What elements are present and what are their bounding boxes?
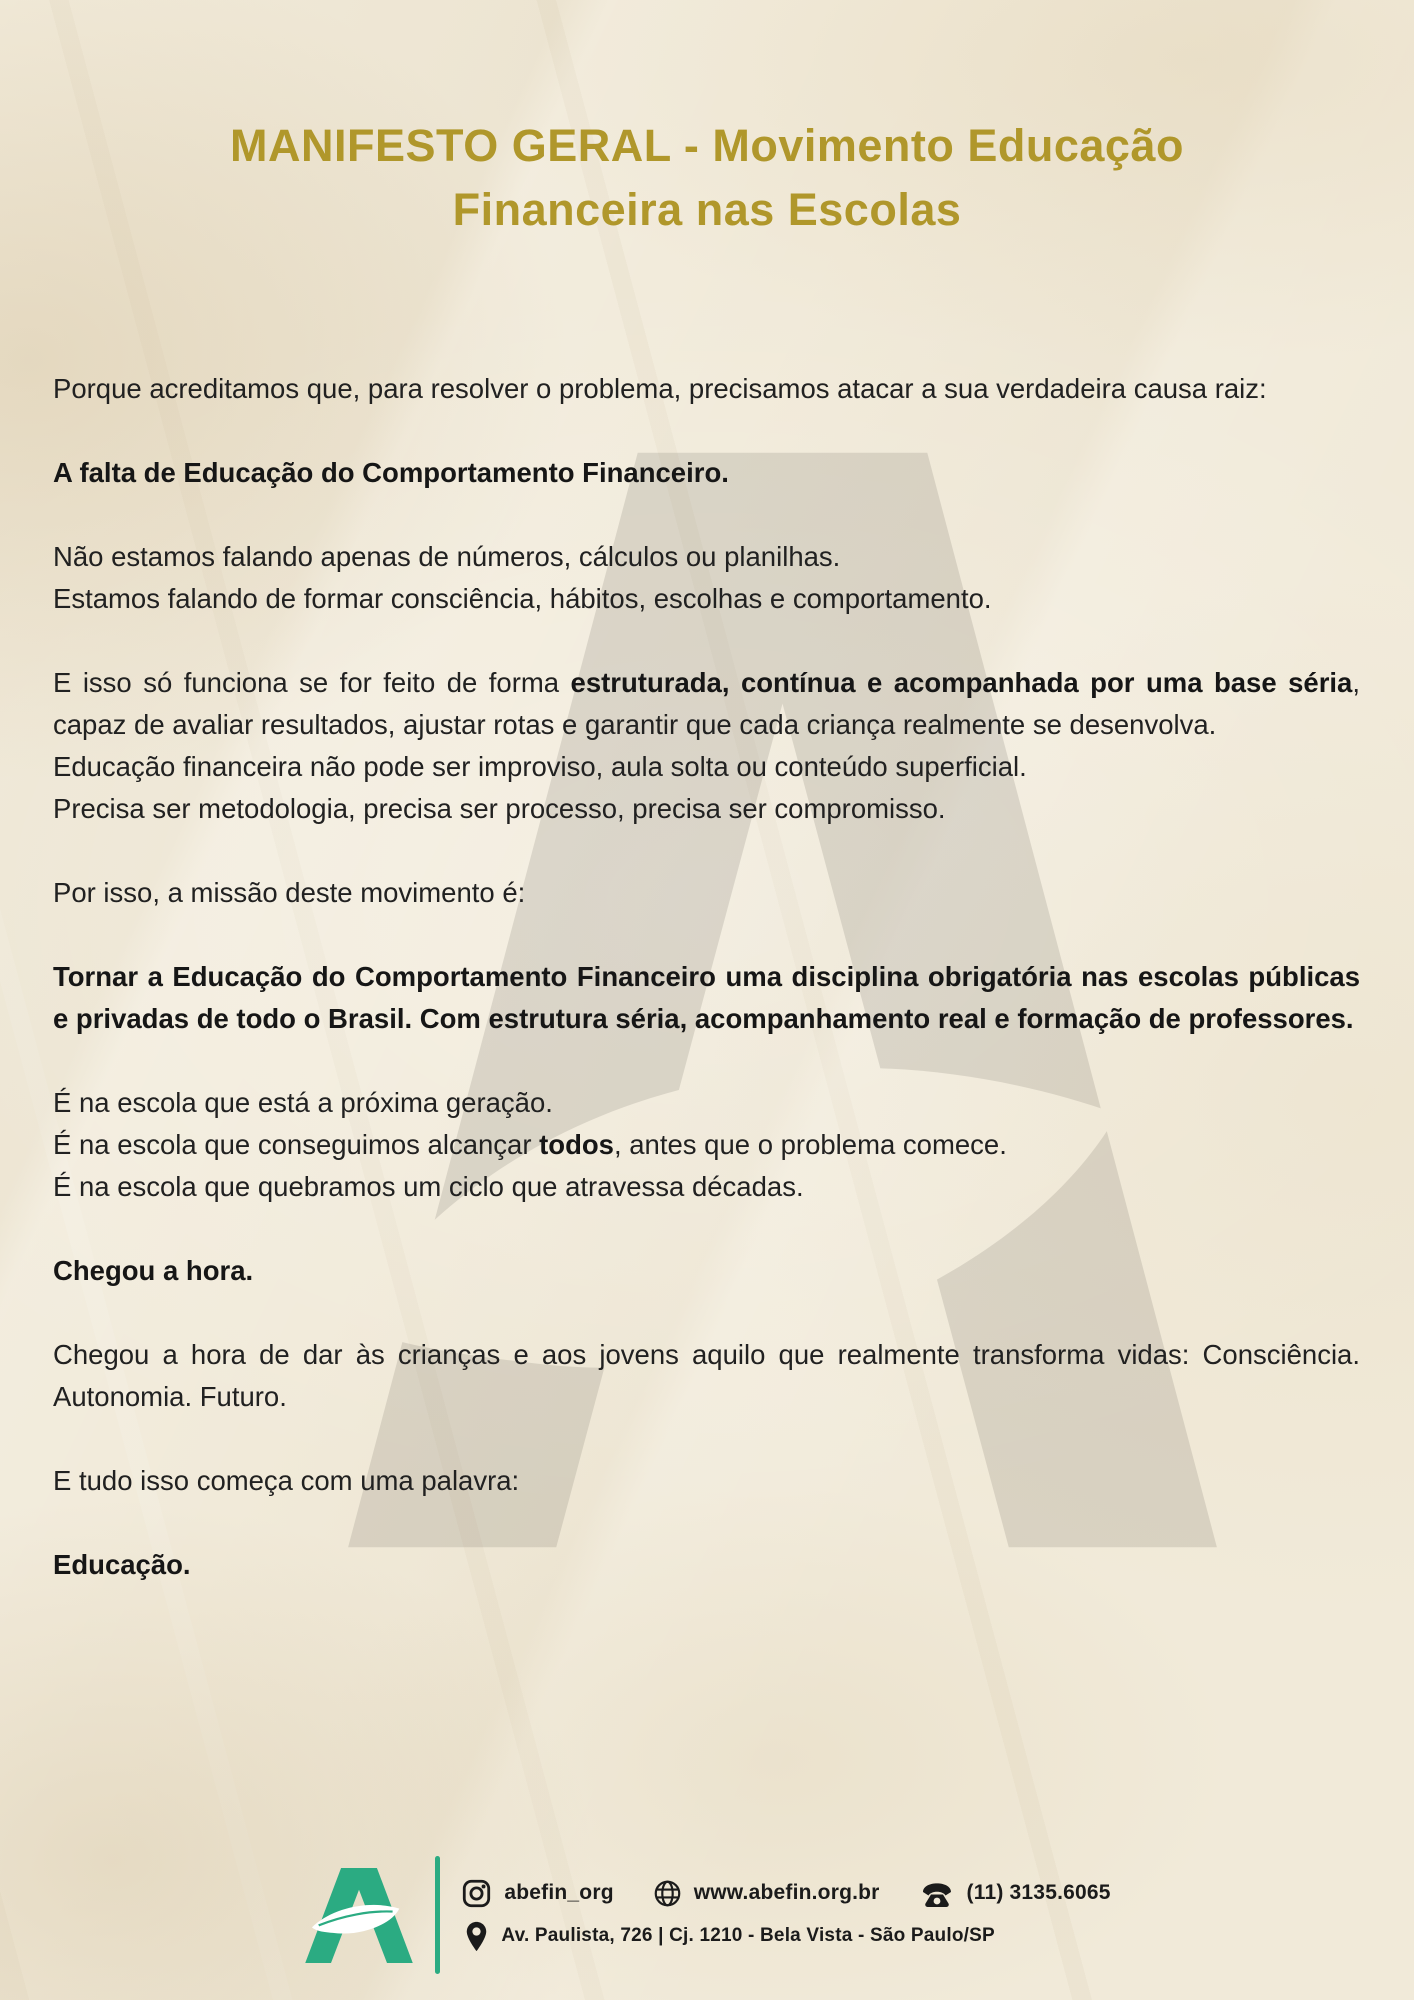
- abefin-logo: [303, 1866, 415, 1965]
- phone-contact: [920, 1879, 1111, 1908]
- paragraph: Porque acreditamos que, para resolver o problema, precisamos atacar a sua verdadeira causa raiz:: [53, 373, 1267, 404]
- paragraph-list: [53, 368, 1360, 1586]
- instagram-handle: abefin_org: [504, 1881, 614, 1904]
- paragraph: É na escola que está a próxima geração. É na escola que conseguimos alcançar todos, antes que o problema comece. É na escola que quebramos um ciclo que atravessa décadas.: [53, 1087, 1007, 1202]
- address-text: Av. Paulista, 726 | Cj. 1210 - Bela Vista - São Paulo/SP: [501, 1925, 995, 1946]
- location-pin-icon: [466, 1921, 487, 1952]
- paragraph: Não estamos falando apenas de números, cálculos ou planilhas. Estamos falando de formar consciência, hábitos, escolhas e comportamento.: [53, 541, 992, 614]
- paragraph: A falta de Educação do Comportamento Financeiro.: [53, 457, 729, 488]
- footer-divider: [435, 1856, 440, 1974]
- paragraph: Chegou a hora de dar às crianças e aos jovens aquilo que realmente transforma vidas: Consciência. Autonomia. Futuro.: [53, 1339, 1360, 1412]
- paragraph: E isso só funciona se for feito de forma estruturada, contínua e acompanhada por uma base séria, capaz de avaliar resultados, ajustar rotas e garantir que cada criança realmente se desenvolva. Educação financeira não pode ser improviso, aula solta ou conteúdo superficial. Precisa ser metodologia, precisa ser processo, precisa ser compromisso.: [53, 667, 1360, 824]
- page-title-line2: Financeira nas Escolas: [452, 184, 962, 236]
- website-contact: [654, 1880, 880, 1907]
- address-row: [462, 1921, 1110, 1952]
- globe-icon: [654, 1880, 681, 1907]
- manifesto-body: [53, 368, 1360, 1628]
- footer-contact-info: [462, 1879, 1110, 1952]
- paragraph: Chegou a hora.: [53, 1255, 254, 1286]
- paragraph: Educação.: [53, 1549, 191, 1580]
- phone-number: (11) 3135.6065: [966, 1881, 1111, 1904]
- website-url: www.abefin.org.br: [693, 1881, 880, 1904]
- instagram-icon: [462, 1879, 491, 1908]
- phone-icon: [920, 1879, 954, 1908]
- instagram-contact: [462, 1879, 613, 1908]
- paragraph: Por isso, a missão deste movimento é:: [53, 877, 526, 908]
- paragraph: Tornar a Educação do Comportamento Financeiro uma disciplina obrigatória nas escolas públicas e privadas de todo o Brasil. Com estrutura séria, acompanhamento real e formação de professores.: [53, 961, 1360, 1034]
- footer: [0, 1856, 1414, 1974]
- page-title-line1: MANIFESTO GERAL - Movimento Educação: [230, 120, 1184, 172]
- page-title: [40, 114, 1374, 242]
- contact-row: [462, 1879, 1110, 1908]
- paragraph: E tudo isso começa com uma palavra:: [53, 1465, 520, 1496]
